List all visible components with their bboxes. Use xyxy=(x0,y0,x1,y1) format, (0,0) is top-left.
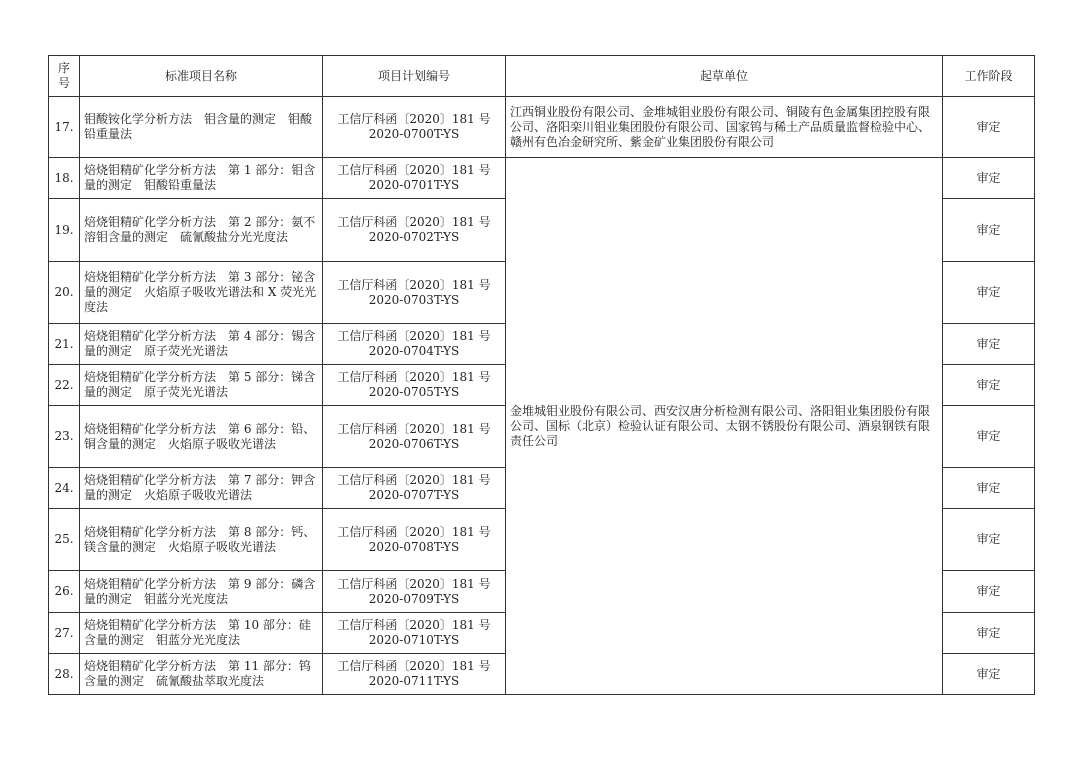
row-serial-no: 24. xyxy=(49,468,80,509)
row-drafting-unit-merged: 金堆城钼业股份有限公司、西安汉唐分析检测有限公司、洛阳钼业集团股份有限公司、国标（北京）检验认证有限公司、太钢不锈股份有限公司、酒泉钢铁有限责任公司 xyxy=(506,158,943,695)
row-serial-no: 25. xyxy=(49,509,80,571)
row-standard-name: 焙烧钼精矿化学分析方法 第 9 部分：磷含量的测定 钼蓝分光光度法 xyxy=(80,571,323,613)
row-standard-name: 焙烧钼精矿化学分析方法 第 11 部分：钨含量的测定 硫氰酸盐萃取光度法 xyxy=(80,654,323,695)
header-work-stage: 工作阶段 xyxy=(943,56,1035,97)
row-plan-code: 工信厅科函〔2020〕181 号 2020-0703T-YS xyxy=(323,262,506,324)
row-serial-no: 23. xyxy=(49,406,80,468)
row-plan-code: 工信厅科函〔2020〕181 号 2020-0710T-YS xyxy=(323,613,506,654)
header-standard-name: 标准项目名称 xyxy=(80,56,323,97)
standards-table xyxy=(48,55,1035,695)
row-work-stage: 审定 xyxy=(943,654,1035,695)
row-plan-code: 工信厅科函〔2020〕181 号 2020-0707T-YS xyxy=(323,468,506,509)
row-work-stage: 审定 xyxy=(943,158,1035,199)
row-standard-name: 焙烧钼精矿化学分析方法 第 3 部分：铋含量的测定 火焰原子吸收光谱法和 X 荧光光度法 xyxy=(80,262,323,324)
row-standard-name: 焙烧钼精矿化学分析方法 第 7 部分：钾含量的测定 火焰原子吸收光谱法 xyxy=(80,468,323,509)
row-drafting-unit: 江西铜业股份有限公司、金堆城钼业股份有限公司、铜陵有色金属集团控股有限公司、洛阳栾川钼业集团股份有限公司、国家钨与稀土产品质量监督检验中心、赣州有色冶金研究所、紫金矿业集团股份有限公司 xyxy=(506,97,943,158)
table-row xyxy=(49,158,1035,199)
row-plan-code: 工信厅科函〔2020〕181 号 2020-0705T-YS xyxy=(323,365,506,406)
row-serial-no: 27. xyxy=(49,613,80,654)
row-standard-name: 钼酸铵化学分析方法 钼含量的测定 钼酸铅重量法 xyxy=(80,97,323,158)
row-plan-code: 工信厅科函〔2020〕181 号 2020-0711T-YS xyxy=(323,654,506,695)
row-work-stage: 审定 xyxy=(943,365,1035,406)
row-serial-no: 19. xyxy=(49,199,80,262)
row-standard-name: 焙烧钼精矿化学分析方法 第 10 部分：硅含量的测定 钼蓝分光光度法 xyxy=(80,613,323,654)
row-serial-no: 18. xyxy=(49,158,80,199)
row-work-stage: 审定 xyxy=(943,509,1035,571)
row-plan-code: 工信厅科函〔2020〕181 号 2020-0700T-YS xyxy=(323,97,506,158)
row-plan-code: 工信厅科函〔2020〕181 号 2020-0708T-YS xyxy=(323,509,506,571)
row-work-stage: 审定 xyxy=(943,324,1035,365)
row-work-stage: 审定 xyxy=(943,406,1035,468)
row-serial-no: 20. xyxy=(49,262,80,324)
row-plan-code: 工信厅科函〔2020〕181 号 2020-0701T-YS xyxy=(323,158,506,199)
row-serial-no: 22. xyxy=(49,365,80,406)
row-work-stage: 审定 xyxy=(943,613,1035,654)
row-serial-no: 21. xyxy=(49,324,80,365)
table-row xyxy=(49,97,1035,158)
row-serial-no: 28. xyxy=(49,654,80,695)
row-plan-code: 工信厅科函〔2020〕181 号 2020-0709T-YS xyxy=(323,571,506,613)
row-serial-no: 17. xyxy=(49,97,80,158)
header-drafting-unit: 起草单位 xyxy=(506,56,943,97)
header-plan-code: 项目计划编号 xyxy=(323,56,506,97)
row-work-stage: 审定 xyxy=(943,571,1035,613)
row-standard-name: 焙烧钼精矿化学分析方法 第 1 部分：钼含量的测定 钼酸铅重量法 xyxy=(80,158,323,199)
header-row xyxy=(49,56,1035,97)
row-standard-name: 焙烧钼精矿化学分析方法 第 8 部分：钙、镁含量的测定 火焰原子吸收光谱法 xyxy=(80,509,323,571)
row-standard-name: 焙烧钼精矿化学分析方法 第 5 部分：锑含量的测定 原子荧光光谱法 xyxy=(80,365,323,406)
row-work-stage: 审定 xyxy=(943,199,1035,262)
row-plan-code: 工信厅科函〔2020〕181 号 2020-0702T-YS xyxy=(323,199,506,262)
row-standard-name: 焙烧钼精矿化学分析方法 第 6 部分：铅、铜含量的测定 火焰原子吸收光谱法 xyxy=(80,406,323,468)
row-work-stage: 审定 xyxy=(943,468,1035,509)
row-plan-code: 工信厅科函〔2020〕181 号 2020-0704T-YS xyxy=(323,324,506,365)
header-serial-no: 序 号 xyxy=(49,56,80,97)
row-work-stage: 审定 xyxy=(943,262,1035,324)
row-standard-name: 焙烧钼精矿化学分析方法 第 4 部分：锡含量的测定 原子荧光光谱法 xyxy=(80,324,323,365)
row-work-stage: 审定 xyxy=(943,97,1035,158)
row-serial-no: 26. xyxy=(49,571,80,613)
row-standard-name: 焙烧钼精矿化学分析方法 第 2 部分：氨不溶钼含量的测定 硫氰酸盐分光光度法 xyxy=(80,199,323,262)
row-plan-code: 工信厅科函〔2020〕181 号 2020-0706T-YS xyxy=(323,406,506,468)
